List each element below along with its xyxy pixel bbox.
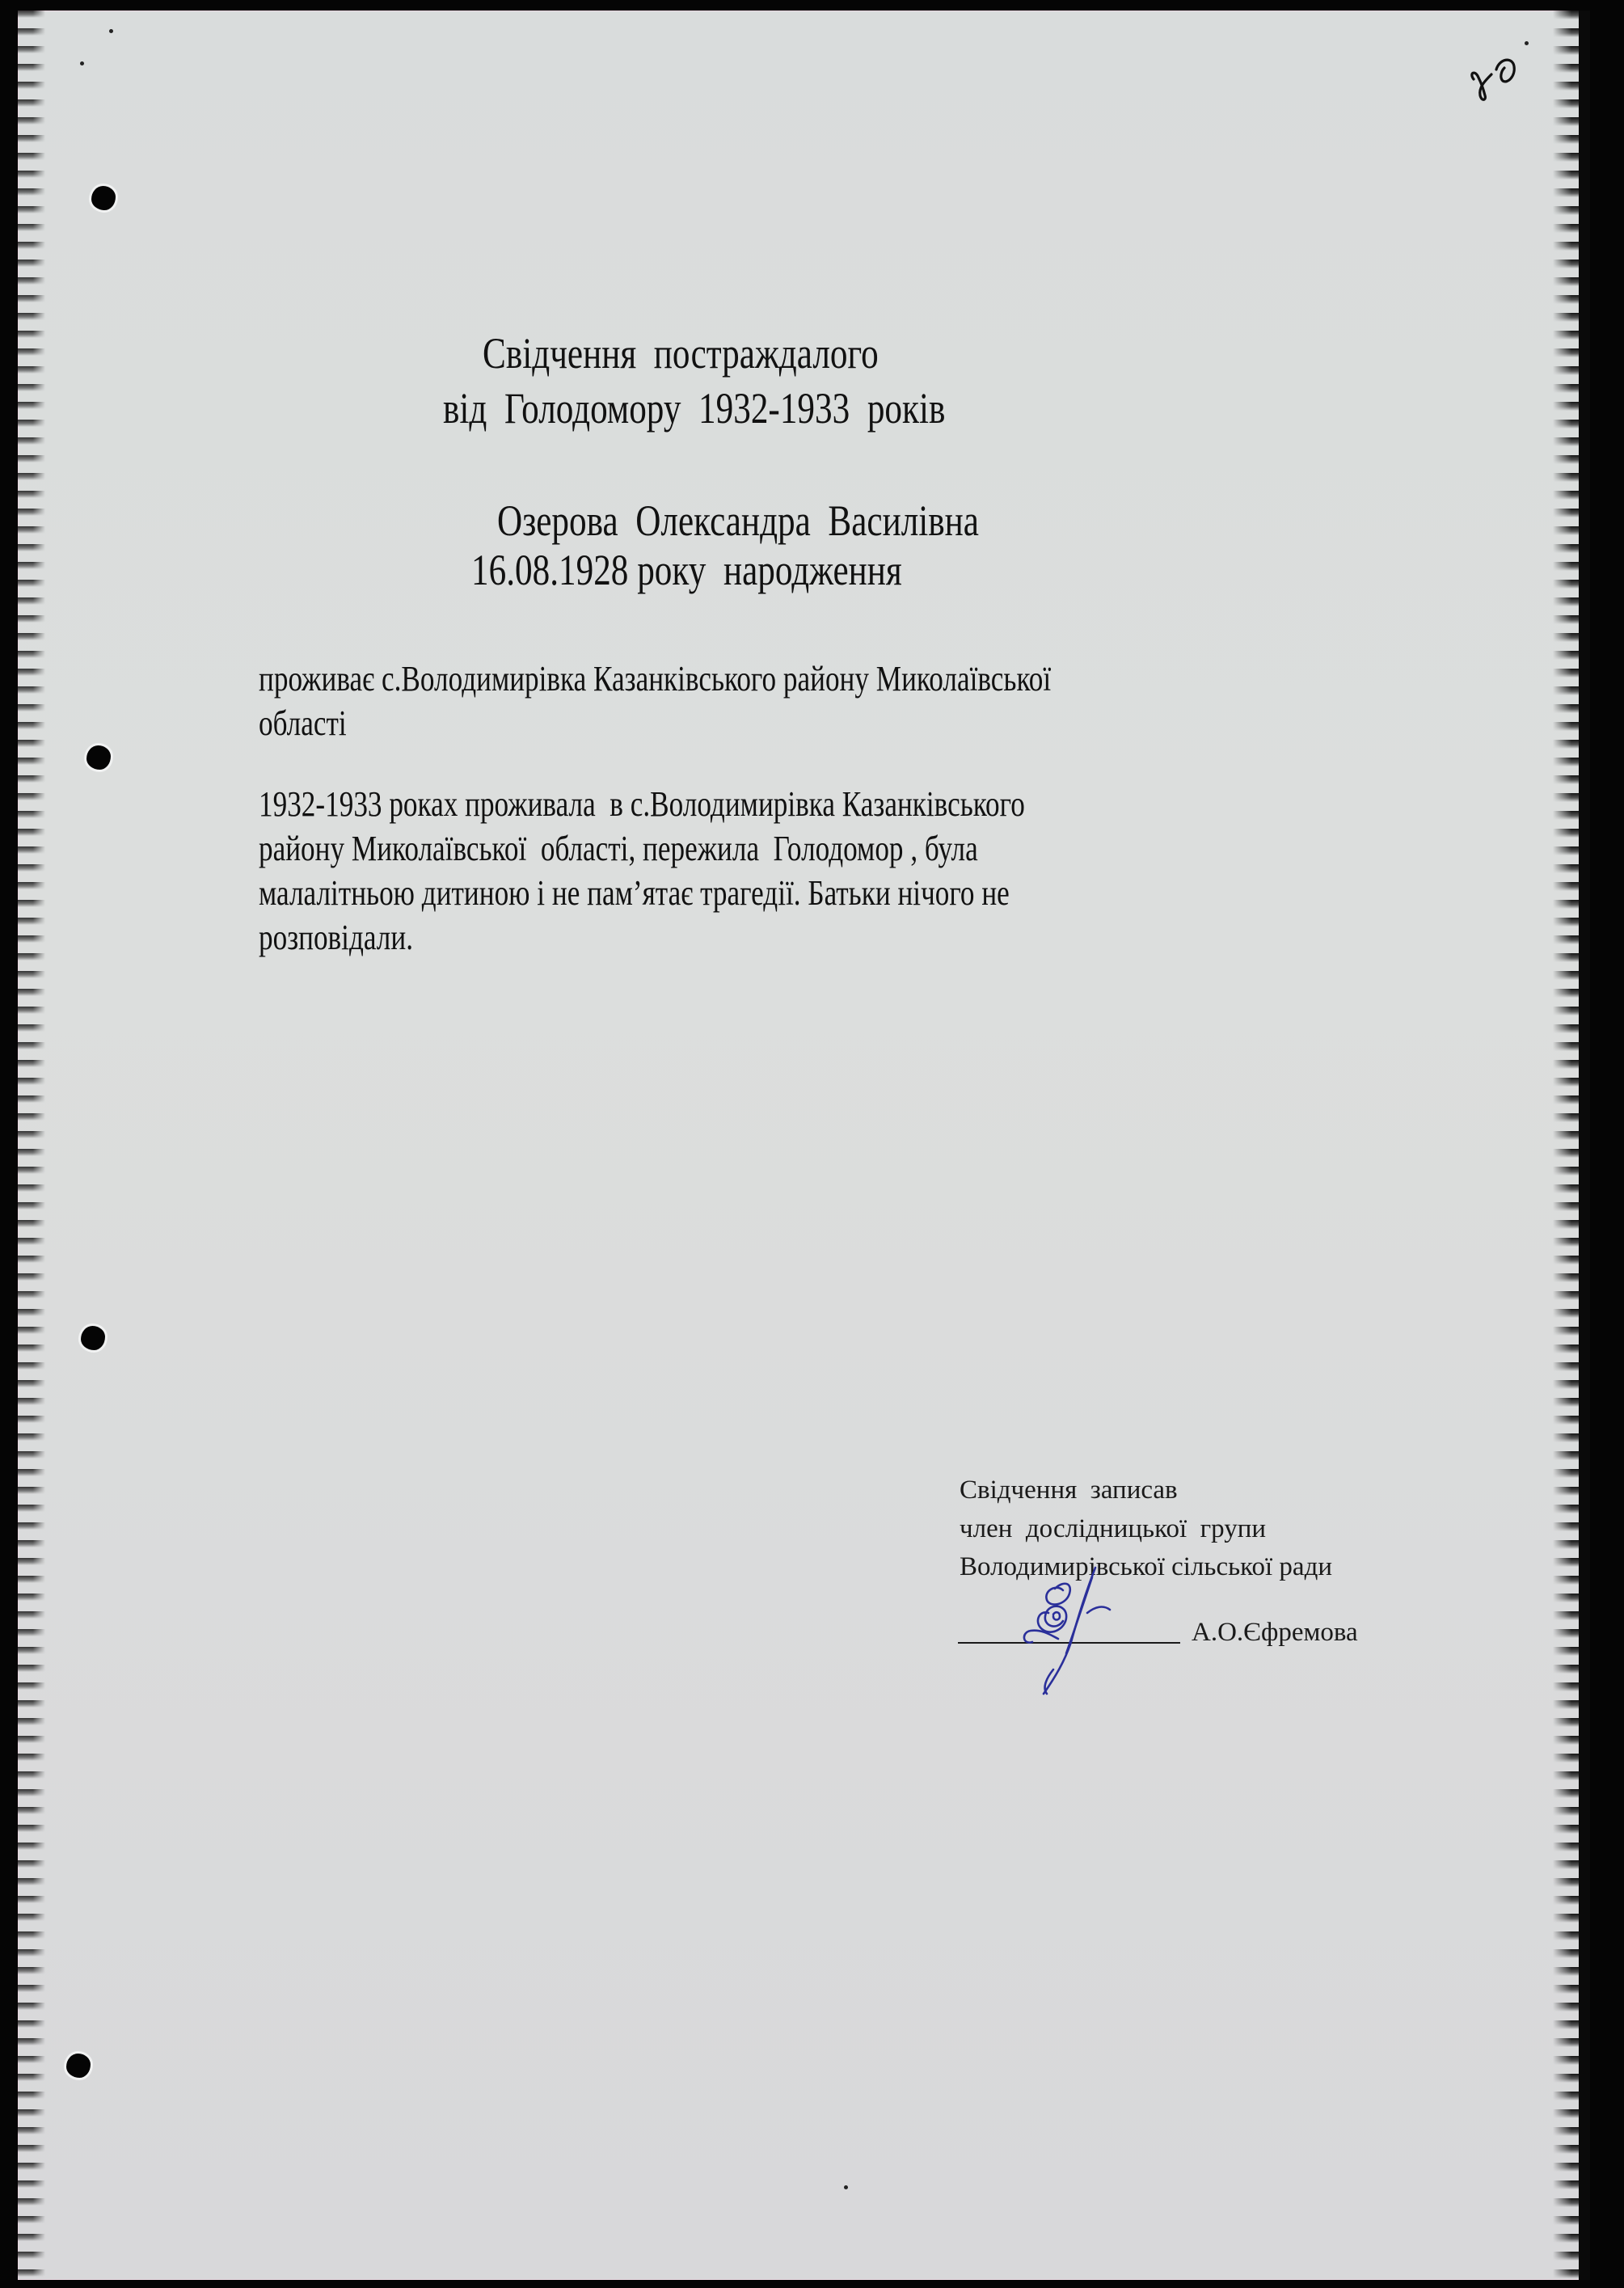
- punch-hole: [66, 2054, 91, 2078]
- document-title-line-1: Свідчення постраждалого: [483, 329, 879, 378]
- punch-hole: [86, 745, 111, 770]
- right-edge-shadow: [1579, 11, 1590, 2280]
- dust-speck: [844, 2185, 848, 2189]
- recorded-by-line-3: Володимирівської сільської ради: [960, 1552, 1333, 1581]
- testimony-line-2: району Миколаївської області, пережила Голодомор , була: [259, 829, 978, 868]
- testimony-line-1: 1932-1933 роках проживала в с.Володимирівка Казанківського: [259, 784, 1025, 824]
- dust-speck: [80, 61, 84, 65]
- dust-speck: [1525, 41, 1529, 45]
- testimony-line-3: малалітньою дитиною і не пам’ятає трагедії. Батьки нічого не: [259, 873, 1010, 913]
- recorded-by-line-2: член дослідницької групи: [960, 1514, 1267, 1543]
- perforated-left-edge: [18, 11, 45, 2280]
- birth-date-line: 16.08.1928 року народження: [471, 546, 902, 594]
- punch-hole: [81, 1326, 105, 1350]
- handwritten-signature: [1014, 1564, 1120, 1702]
- handwritten-page-number: [1467, 49, 1532, 129]
- residence-line-1: проживає с.Володимирівка Казанківського району Миколаївської: [259, 659, 1052, 699]
- person-name: Озерова Олександра Василівна: [497, 496, 979, 545]
- punch-hole: [91, 186, 116, 210]
- document-title-line-2: від Голодомору 1932-1933 років: [443, 384, 946, 433]
- dust-speck: [109, 29, 113, 33]
- signer-name: А.О.Єфремова: [1192, 1618, 1358, 1647]
- residence-line-2: області: [259, 703, 347, 743]
- recorded-by-line-1: Свідчення записав: [960, 1475, 1178, 1505]
- testimony-line-4: розповідали.: [259, 918, 413, 957]
